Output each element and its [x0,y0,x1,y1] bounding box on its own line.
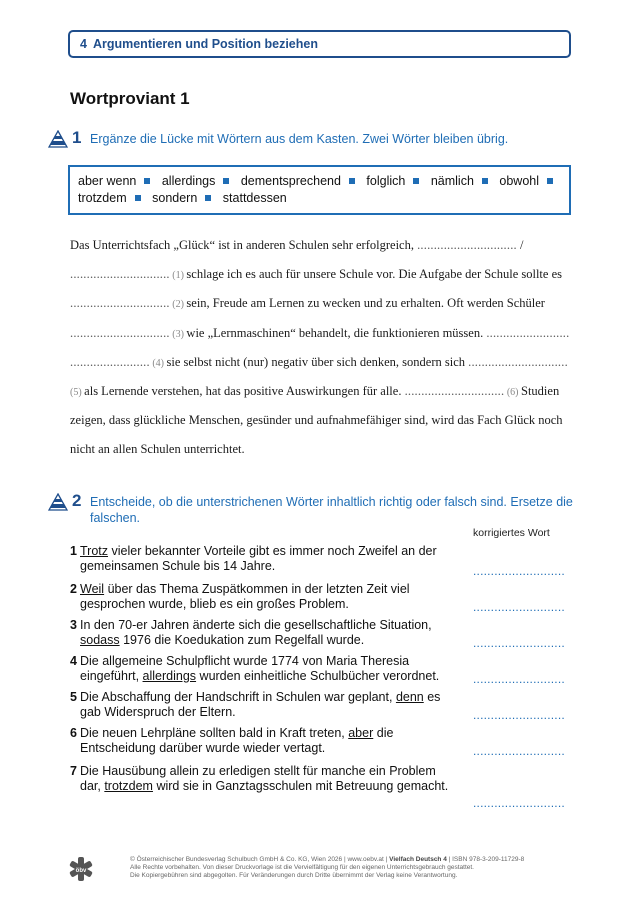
underlined-word: denn [395,690,424,704]
blank-gap[interactable]: ......................... [486,326,570,340]
task-1-instruction: Ergänze die Lücke mit Wörtern aus dem Kasten. Zwei Wörter bleiben übrig. [90,132,509,146]
cloze-text-segment: wie „Lernmaschinen“ behandelt, die funktionieren müssen. [186,326,487,340]
cloze-line [70,413,563,428]
separator-square-icon [205,195,211,201]
answer-field[interactable]: .......................... [473,708,565,722]
sentence-before: Die Abschaffung der Handschrift in Schulen war geplant, [80,690,396,704]
word-option: aber wenn [78,174,137,188]
blank-gap[interactable]: .............................. [70,296,170,310]
cloze-text-segment: schlage ich es auch für unsere Schule vor. Die Aufgabe der Schule sollte es [186,267,562,281]
answer-field[interactable]: .......................... [473,600,565,614]
task-2-number: 2 [72,491,82,510]
publisher-logo [68,856,94,882]
item-sentence [80,582,460,612]
gap-number: (2) [169,299,187,310]
difficulty-level-icon [48,493,68,511]
cloze-text-segment: / [516,238,524,252]
item-number: 2 [70,582,77,596]
word-box [68,165,571,215]
gap-number: (3) [169,329,187,340]
task-2-header [48,491,575,526]
separator-square-icon [413,178,419,184]
blank-gap[interactable]: .............................. [70,267,170,281]
cloze-line [70,384,559,399]
cloze-text-segment: sein, Freude am Lernen zu wecken und zu erhalten. Oft werden Schüler [186,296,545,310]
corrected-word-column-label: korrigiertes Wort [473,527,550,539]
sentence-after: wurden einheitliche Schulbücher verordnet. [196,669,440,683]
item-sentence [80,726,460,756]
blank-gap[interactable]: .............................. [417,238,517,252]
chapter-number: 4 [80,37,87,51]
separator-square-icon [144,178,150,184]
cloze-line [70,326,569,341]
separator-square-icon [135,195,141,201]
separator-square-icon [482,178,488,184]
sentence-after: 1976 die Koedukation zum Regelfall wurde. [119,633,365,647]
item-number: 5 [70,690,77,704]
sentence-after: die Entscheidung darüber wurde wieder vertagt. [80,726,394,755]
sentence-after: vieler bekannter Vorteile gibt es immer noch Zweifel an der gemeinsamen Schule bis 14 Jahre. [80,544,437,573]
word-option: nämlich [430,174,474,188]
separator-square-icon [223,178,229,184]
task-1-header [48,128,550,148]
separator-square-icon [547,178,553,184]
answer-field[interactable]: .......................... [473,636,565,650]
answer-field[interactable]: .......................... [473,672,565,686]
cloze-text-segment: Das Unterrichtsfach „Glück“ ist in anderen Schulen sehr erfolgreich, [70,238,418,252]
item-number: 3 [70,618,77,632]
item-number: 4 [70,654,77,668]
item-sentence [80,544,460,574]
word-option: stattdessen [222,191,287,205]
word-option: dementsprechend [240,174,341,188]
sentence-after: über das Thema Zuspätkommen in der letzten Zeit viel gesprochen wurde, blieb es ein großes Problem. [80,582,410,611]
sentence-after: wird sie in Ganztagsschulen mit Betreuung gemacht. [152,779,449,793]
cloze-text-segment: nicht an allen Schulen unterrichtet. [70,442,245,456]
cloze-text-segment: als Lernende verstehen, hat das positive Auswirkungen für alle. [84,384,405,398]
blank-gap[interactable]: ........................ [70,355,150,369]
cloze-text-segment: zeigen, dass glückliche Menschen, gesünder und aufnahmefähiger sind, wird das Fach Glück noch [70,413,563,427]
cloze-line [70,267,562,282]
item-sentence [80,764,460,794]
blank-gap[interactable]: .............................. [404,384,505,398]
item-sentence [80,618,460,648]
item-sentence [80,690,460,720]
sentence-before: Die allgemeine Schulpflicht wurde 1774 von Maria Theresia eingeführt, [80,654,410,683]
underlined-word: trotzdem [104,779,153,793]
cloze-line [70,355,568,370]
gap-number: (5) [70,387,85,398]
word-option: obwohl [499,174,540,188]
chapter-header [68,30,571,58]
underlined-word: aber [348,726,374,740]
underlined-word: allerdings [142,669,197,683]
cloze-line [70,296,545,311]
gap-number: (1) [169,270,187,281]
sentence-after: es gab Widerspruch der Eltern. [80,690,441,719]
cloze-text-segment: sie selbst nicht (nur) negativ über sich denken, sondern sich [166,355,469,369]
publisher-logo-text: öbv [75,868,87,874]
word-option: sondern [152,191,198,205]
word-option: folglich [366,174,406,188]
cloze-text-segment: Studien [521,384,560,398]
gap-number: (6) [504,387,521,398]
page-title: Wortproviant 1 [70,89,190,108]
blank-gap[interactable]: .............................. [468,355,568,369]
sentence-before: Die Hausübung allein zu erledigen stellt für manche ein Problem dar, [80,764,436,793]
sentence-before: Die neuen Lehrpläne sollten bald in Kraft treten, [80,726,349,740]
underlined-word: sodass [80,633,120,647]
answer-field[interactable]: .......................... [473,744,565,758]
answer-field[interactable]: .......................... [473,796,565,810]
item-number: 6 [70,726,77,740]
sentence-before: In den 70-er Jahren änderte sich die gesellschaftliche Situation, [80,618,432,632]
separator-square-icon [349,178,355,184]
task-1-number: 1 [72,128,82,147]
blank-gap[interactable]: .............................. [70,326,170,340]
underlined-word: Weil [80,582,105,596]
item-sentence [80,654,460,684]
answer-field[interactable]: .......................... [473,564,565,578]
difficulty-level-icon [48,130,68,148]
cloze-line [70,442,245,457]
word-option: allerdings [161,174,216,188]
chapter-title: Argumentieren und Position beziehen [92,37,318,51]
item-number: 7 [70,764,77,778]
underlined-word: Trotz [80,544,109,558]
item-number: 1 [70,544,77,558]
cloze-line [70,238,523,253]
gap-number: (4) [149,358,167,369]
word-option: trotzdem [78,191,127,205]
footer-copyright: © Österreichischer Bundesverlag Schulbuch GmbH & Co. KG, Wien 2026 | www.oebv.at | Vielfach Deutsch 4 | ISBN 978-3-209-11729-8 Alle Rechte vorbehalten. Von dieser Druckvorlage ist die Vervielfältigung für den eigenen Unterrichtsgebrauch gestattet. Die Kopiergebühren sind abgegolten. Für Veränderungen durch Dritte übernimmt der Verlag keine Verantwortung. [130,856,525,879]
task-2-instruction: Entscheide, ob die unterstrichenen Wörter inhaltlich richtig oder falsch sind. Ersetze die falschen. [90,495,573,525]
